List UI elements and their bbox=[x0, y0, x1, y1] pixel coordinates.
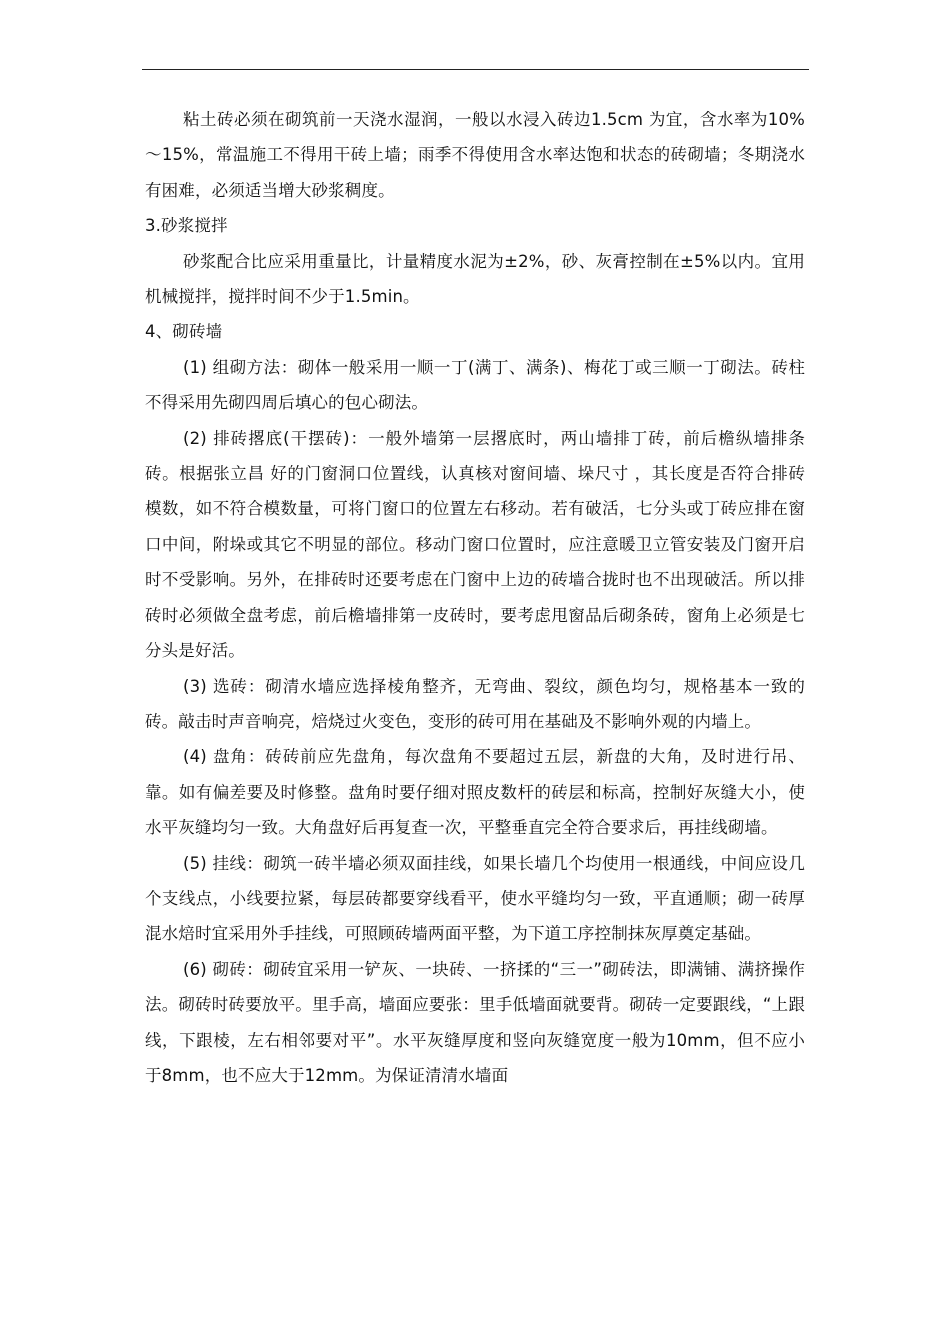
section-heading-mortar-mixing: 3.砂浆搅拌 bbox=[145, 216, 228, 236]
section-heading-brick-wall: 4、砌砖墙 bbox=[145, 322, 223, 342]
paragraph-mortar-ratio: 砂浆配合比应采用重量比，计量精度水泥为±2%，砂、灰膏控制在±5%以内。宜用机械搅拌，搅拌时间不少于1.5min。 bbox=[145, 251, 805, 307]
paragraph-corner-building: (4) 盘角：砖砖前应先盘角，每次盘角不要超过五层，新盘的大角，及时进行吊、靠。如有偏差要及时修整。盘角时要仔细对照皮数杆的砖层和标高，控制好灰缝大小，使水平灰缝均匀一致。大角盘好后再复查一次，平整垂直完全符合要求后，再挂线砌墙。 bbox=[145, 747, 805, 838]
paragraph-brick-wetting: 粘土砖必须在砌筑前一天浇水湿润，一般以水浸入砖边1.5cm 为宜，含水率为10%～15%，常温施工不得用干砖上墙；雨季不得使用含水率达饱和状态的砖砌墙；冬期浇水有困难，必须适当增大砂浆稠度。 bbox=[145, 110, 805, 200]
document-body bbox=[145, 102, 805, 1093]
paragraph-bricklaying: (6) 砌砖：砌砖宜采用一铲灰、一块砖、一挤揉的“三一”砌砖法，即满铺、满挤操作法。砌砖时砖要放平。里手高，墙面应要张：里手低墙面就要背。砌砖一定要跟线，“上跟线，下跟棱，左右相邻要对平”。水平灰缝厚度和竖向灰缝宽度一般为10mm，但不应小于8mm，也不应大于12mm。为保证清清水墙面 bbox=[145, 959, 805, 1085]
paragraph-dry-laying: (2) 排砖撂底(干摆砖)：一般外墙第一层撂底时，两山墙排丁砖，前后檐纵墙排条砖。根据张立昌 好的门窗洞口位置线，认真核对窗间墙、垛尺寸 ，其长度是否符合排砖模数，如不符合模数量，可将门窗口的位置左右移动。若有破活，七分头或丁砖应排在窗口中间，附垛或其它不明显的部位。移动门窗口位置时，应注意暖卫立管安装及门窗开启时不受影响。另外，在排砖时还要考虑在门窗中上边的砖墙合拢时也不出现破活。所以排砖时必须做全盘考虑，前后檐墙排第一皮砖时，要考虑甩窗品后砌条砖，窗角上必须是七分头是好活。 bbox=[145, 428, 805, 661]
paragraph-bond-method: (1) 组砌方法：砌体一般采用一顺一丁(满丁、满条)、梅花丁或三顺一丁砌法。砖柱不得采用先砌四周后填心的包心砌法。 bbox=[145, 357, 805, 413]
header-rule bbox=[142, 69, 809, 70]
paragraph-line-setting: (5) 挂线：砌筑一砖半墙必须双面挂线，如果长墙几个均使用一根通线，中间应设几个支线点，小线要拉紧，每层砖都要穿线看平，使水平缝均匀一致，平直通顺；砌一砖厚混水焙时宜采用外手挂线，可照顾砖墙两面平整，为下道工序控制抹灰厚奠定基础。 bbox=[145, 853, 805, 944]
paragraph-brick-selection: (3) 选砖：砌清水墙应选择棱角整齐，无弯曲、裂纹，颜色均匀，规格基本一致的砖。敲击时声音响亮，焙烧过火变色，变形的砖可用在基础及不影响外观的内墙上。 bbox=[145, 676, 805, 731]
